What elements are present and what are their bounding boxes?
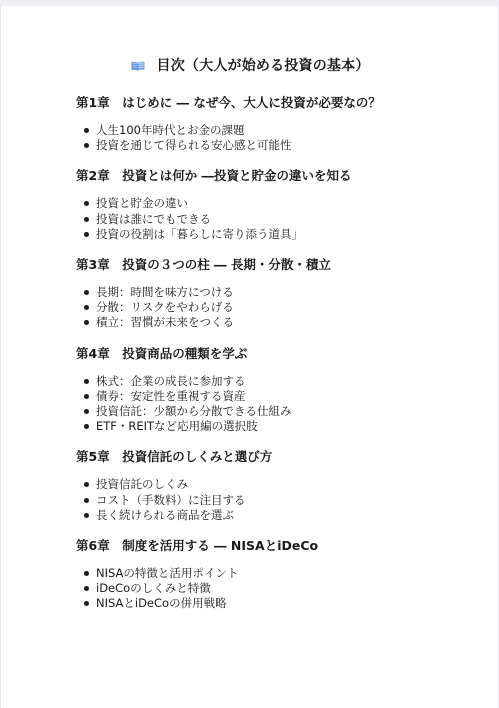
- bullet-icon: [84, 571, 89, 576]
- list-item: [84, 374, 476, 389]
- bullet-icon: [84, 394, 89, 399]
- chapter-title: 第2章 投資とは何か ―投資と貯金の違いを知る: [76, 168, 352, 184]
- list-item: [84, 212, 476, 227]
- chapter-title: 第1章 はじめに ― なぜ今、大人に投資が必要なの？: [76, 95, 381, 110]
- chapter-item-list: [76, 123, 476, 153]
- bullet-icon: [84, 128, 89, 133]
- bullet-icon: [84, 143, 89, 148]
- list-item: [84, 227, 476, 242]
- list-item-text: 長期：時間を味方につける: [96, 285, 234, 300]
- list-item: [84, 477, 476, 492]
- list-item-text: iDeCoのしくみと特徴: [96, 581, 211, 596]
- chapter-title: 第3章 投資の３つの柱 ― 長期・分散・積立: [76, 257, 331, 273]
- toc-title: [1, 55, 499, 75]
- bullet-icon: [84, 320, 89, 325]
- chapter-title: 第4章 投資商品の種類を学ぶ: [76, 345, 248, 361]
- list-item-text: 投資信託：少額から分散できる仕組み: [96, 404, 292, 419]
- list-item-text: コスト（手数料）に注目する: [96, 492, 246, 507]
- open-book-icon: [131, 59, 145, 69]
- list-item: [84, 419, 476, 434]
- bullet-icon: [84, 217, 89, 222]
- chapter-item-list: [76, 477, 476, 523]
- bullet-icon: [84, 201, 89, 206]
- chapter-title: 第5章 投資信託のしくみと選び方: [76, 449, 273, 465]
- chapter-section: [76, 167, 476, 242]
- list-item: [84, 196, 476, 211]
- list-item-text: 積立：習慣が未来をつくる: [96, 315, 234, 330]
- list-item-text: 投資信託のしくみ: [96, 477, 188, 492]
- list-item: [84, 581, 476, 596]
- list-item-text: 投資と貯金の違い: [96, 196, 188, 211]
- list-item-text: 債券：安定性を重視する資産: [96, 388, 246, 403]
- bullet-icon: [84, 305, 89, 310]
- bullet-icon: [84, 409, 89, 414]
- list-item: [84, 389, 476, 404]
- list-item-text: 投資は誰にでもできる: [96, 211, 211, 226]
- list-item: [84, 508, 476, 523]
- list-item: [84, 493, 476, 508]
- list-item-text: NISAとiDeCoの併用戦略: [96, 596, 227, 611]
- list-item: [84, 123, 476, 138]
- list-item: [84, 566, 476, 581]
- list-item: [84, 138, 476, 153]
- bullet-icon: [84, 290, 89, 295]
- list-item: [84, 404, 476, 419]
- list-item: [84, 285, 476, 300]
- list-item-text: 投資の役割は「暮らしに寄り添う道具」: [96, 226, 303, 241]
- list-item-text: ETF・REITなど応用編の選択肢: [96, 419, 258, 434]
- bullet-icon: [84, 482, 89, 487]
- list-item-text: NISAの特徴と活用ポイント: [96, 566, 239, 581]
- bullet-icon: [84, 232, 89, 237]
- bullet-icon: [84, 424, 89, 429]
- chapter-item-list: [76, 374, 476, 435]
- list-item: [84, 596, 476, 611]
- list-item: [84, 315, 476, 330]
- bullet-icon: [84, 379, 89, 384]
- bullet-icon: [84, 513, 89, 518]
- list-item-text: 株式：企業の成長に参加する: [96, 373, 246, 388]
- list-item-text: 人生100年時代とお金の課題: [96, 123, 245, 137]
- chapter-section: [76, 448, 476, 523]
- table-of-contents: [76, 94, 476, 626]
- bullet-icon: [84, 601, 89, 606]
- list-item-text: 長く続けられる商品を選ぶ: [96, 507, 234, 522]
- chapter-section: [76, 256, 476, 331]
- list-item: [84, 300, 476, 315]
- chapter-title: 第6章 制度を活用する ― NISAとiDeCo: [76, 538, 319, 554]
- chapter-item-list: [76, 196, 476, 242]
- toc-title-text: 目次（大人が始める投資の基本）: [156, 58, 370, 74]
- list-item-text: 分散：リスクをやわらげる: [96, 300, 234, 315]
- chapter-item-list: [76, 285, 476, 331]
- bullet-icon: [84, 586, 89, 591]
- chapter-item-list: [76, 566, 476, 612]
- chapter-section: [76, 537, 476, 612]
- list-item-text: 投資を通じて得られる安心感と可能性: [96, 138, 292, 153]
- chapter-section: [76, 345, 476, 435]
- chapter-section: [76, 94, 476, 153]
- bullet-icon: [84, 498, 89, 503]
